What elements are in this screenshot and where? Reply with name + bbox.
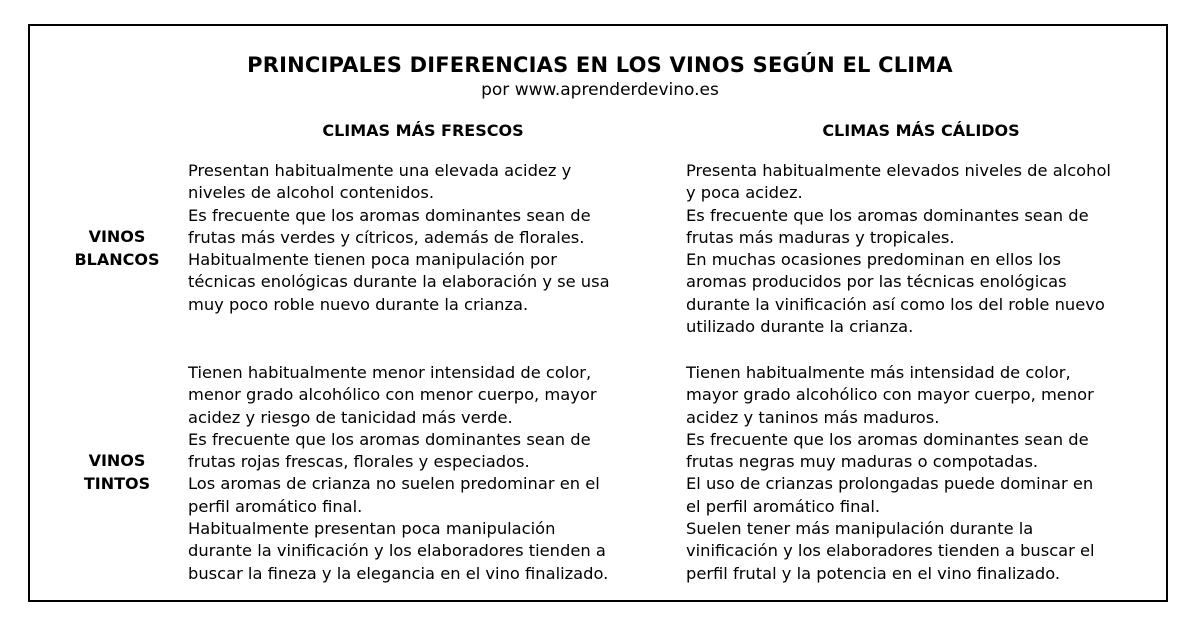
cell-line: durante la vinificación y los elaboradores tienden a [188, 541, 606, 561]
cell-line: aromas producidos por las técnicas enológicas [686, 272, 1067, 292]
cell-line: menor grado alcohólico con menor cuerpo, mayor [188, 385, 597, 405]
cell-line: Presenta habitualmente elevados niveles de alcohol [686, 161, 1111, 180]
cell-line: Es frecuente que los aromas dominantes sean de [188, 205, 591, 225]
cell-line: Los aromas de crianza no suelen predominar en el [188, 474, 600, 494]
row-header-line: VINOS [88, 451, 146, 470]
cell-line: vinificación y los elaboradores tienden a buscar el [686, 541, 1095, 561]
cell-white-warm [686, 160, 1166, 338]
cell-line: buscar la fineza y la elegancia en el vino finalizado. [188, 563, 609, 583]
column-header-cool-climates: CLIMAS MÁS FRESCOS [322, 121, 524, 140]
cell-line: niveles de alcohol contenidos. [188, 183, 435, 203]
cell-line: acidez y riesgo de tanicidad más verde. [188, 407, 513, 427]
row-header-white-wines [52, 225, 182, 271]
cell-line: el perfil aromático final. [686, 496, 881, 516]
cell-line: En muchas ocasiones predominan en ellos los [686, 250, 1062, 270]
cell-red-cool [188, 362, 668, 585]
page-title: PRINCIPALES DIFERENCIAS EN LOS VINOS SEGÚN EL CLIMA [247, 53, 953, 77]
cell-line: Habitualmente presentan poca manipulación [188, 519, 556, 539]
cell-line: Es frecuente que los aromas dominantes sean de [686, 205, 1089, 225]
cell-line: y poca acidez. [686, 183, 803, 203]
cell-line: perfil frutal y la potencia en el vino finalizado. [686, 563, 1061, 583]
cell-line: perfil aromático final. [188, 496, 363, 516]
cell-line: Habitualmente tienen poca manipulación por [188, 250, 557, 270]
cell-line: Suelen tener más manipulación durante la [686, 519, 1034, 539]
row-header-line: TINTOS [83, 474, 151, 493]
cell-red-warm [686, 362, 1166, 585]
cell-line: Presentan habitualmente una elevada acidez y [188, 161, 572, 180]
cell-line: frutas más verdes y cítricos, además de florales. [188, 227, 585, 247]
page-subtitle: por www.aprenderdevino.es [481, 80, 719, 100]
cell-line: técnicas enológicas durante la elaboración y se usa [188, 272, 610, 292]
cell-line: acidez y taninos más maduros. [686, 407, 940, 427]
cell-line: Tienen habitualmente menor intensidad de color, [188, 363, 592, 382]
row-header-line: BLANCOS [74, 250, 160, 269]
row-header-line: VINOS [88, 227, 146, 246]
cell-line: utilizado durante la crianza. [686, 317, 914, 337]
cell-line: frutas más maduras y tropicales. [686, 227, 955, 247]
cell-white-cool [188, 160, 668, 316]
cell-line: muy poco roble nuevo durante la crianza. [188, 294, 529, 314]
cell-line: Tienen habitualmente más intensidad de color, [686, 363, 1071, 382]
column-header-warm-climates: CLIMAS MÁS CÁLIDOS [822, 121, 1020, 140]
cell-line: El uso de crianzas prolongadas puede dominar en [686, 474, 1094, 494]
cell-line: Es frecuente que los aromas dominantes sean de [188, 429, 591, 449]
cell-line: Es frecuente que los aromas dominantes sean de [686, 429, 1089, 449]
cell-line: frutas rojas frescas, florales y especiados. [188, 452, 530, 472]
row-header-red-wines [52, 449, 182, 495]
cell-line: mayor grado alcohólico con mayor cuerpo, menor [686, 385, 1094, 405]
cell-line: durante la vinificación así como los del roble nuevo [686, 294, 1105, 314]
cell-line: frutas negras muy maduras o compotadas. [686, 452, 1039, 472]
